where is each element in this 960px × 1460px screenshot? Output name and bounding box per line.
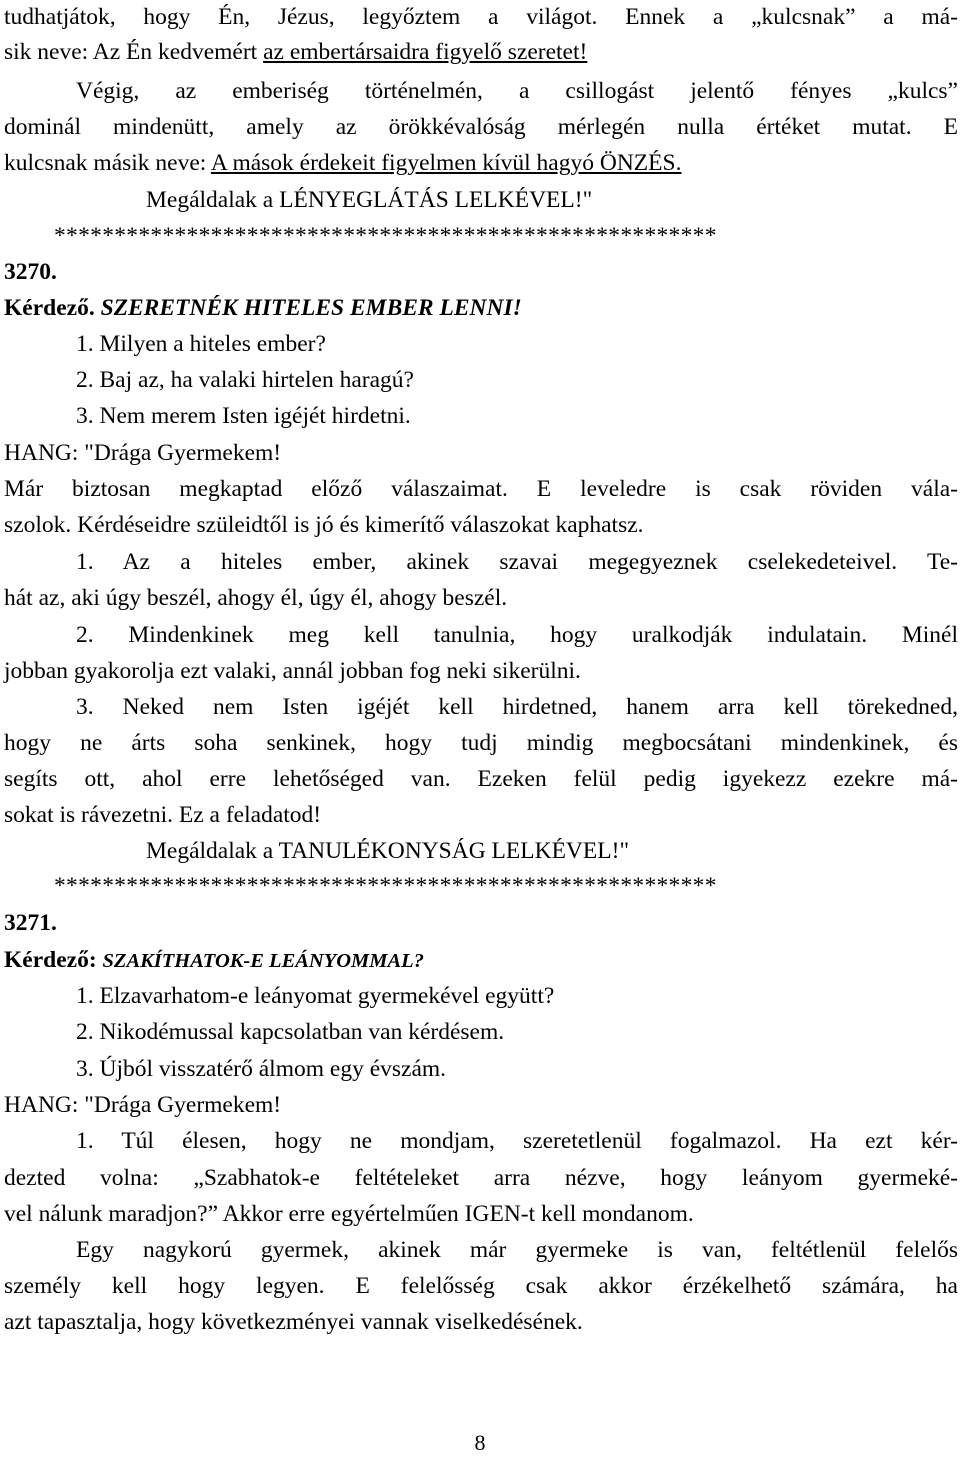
- text-line: Egy nagykorú gyermek, akinek már gyermeke is van, feltétlenül felelős: [76, 1237, 958, 1263]
- answer-heading: HANG: "Drága Gyermekem!: [4, 1092, 282, 1118]
- page-number: 8: [474, 1430, 486, 1455]
- separator-stars: *******************************************************: [54, 873, 717, 899]
- text-line: vel nálunk maradjon?” Akkor erre egyértelműen IGEN-t kell mondanom.: [4, 1201, 694, 1227]
- text-line: azt tapasztalja, hogy következményei vannak viselkedésének.: [4, 1309, 583, 1335]
- text-line: dominál mindenütt, amely az örökkévalóság mérlegén nulla értéket mutat. E: [4, 114, 958, 140]
- text-line: dezted volna: „Szabhatok-e feltételeket arra nézve, hogy leányom gyermeké-: [4, 1165, 958, 1191]
- list-item: 3. Újból visszatérő álmom egy évszám.: [76, 1056, 447, 1082]
- text-line: Végig, az emberiség történelmén, a csillogást jelentő fényes „kulcs”: [76, 78, 958, 104]
- underlined-text: az embertársaidra figyelő szeretet!: [263, 39, 588, 65]
- text-segment: sik neve: Az Én kedvemért: [4, 39, 264, 65]
- text-line: sokat is rávezetni. Ez a feladatod!: [4, 802, 322, 828]
- text-line: Már biztosan megkaptad előző válaszaimat. E leveledre is csak röviden vála-: [4, 476, 958, 502]
- answer-heading: HANG: "Drága Gyermekem!: [4, 440, 282, 466]
- question-title: SZERETNÉK HITELES EMBER LENNI!: [100, 295, 522, 321]
- text-segment: kulcsnak másik neve:: [4, 150, 211, 176]
- text-line: jobban gyakorolja ezt valaki, annál jobban fog neki sikerülni.: [4, 658, 581, 684]
- question-number: 3270.: [4, 259, 57, 285]
- text-line: személy kell hogy legyen. E felelősség csak akkor érzékelhető számára, ha: [4, 1273, 958, 1299]
- text-line: 3. Neked nem Isten igéjét kell hirdetned, hanem arra kell törekedned,: [76, 694, 958, 720]
- text-line: [4, 35, 587, 70]
- text-line: 1. Az a hiteles ember, akinek szavai megegyeznek cselekedeteivel. Te-: [76, 549, 958, 575]
- list-item: 1. Milyen a hiteles ember?: [76, 331, 326, 357]
- blessing-line: Megáldalak a TANULÉKONYSÁG LELKÉVEL!": [146, 838, 630, 864]
- text-line: 1. Túl élesen, hogy ne mondjam, szeretetlenül fogalmazol. Ha ezt kér-: [76, 1128, 958, 1154]
- question-title: SZAKÍTHATOK-E LEÁNYOMMAL?: [102, 950, 424, 972]
- text-line: hát az, aki úgy beszél, ahogy él, úgy él, ahogy beszél.: [4, 585, 508, 611]
- questioner-label: Kérdező:: [4, 947, 103, 973]
- questioner-label: Kérdező.: [4, 295, 101, 321]
- question-title-line: [4, 943, 424, 979]
- list-item: 2. Baj az, ha valaki hirtelen haragú?: [76, 367, 414, 393]
- underlined-text: A mások érdekeit figyelmen kívül hagyó ÖNZÉS.: [210, 150, 682, 176]
- text-line: szolok. Kérdéseidre szüleidtől is jó és kimerítő válaszokat kaphatsz.: [4, 512, 644, 538]
- list-item: 2. Nikodémussal kapcsolatban van kérdésem.: [76, 1019, 505, 1045]
- question-title-line: [4, 291, 522, 326]
- list-item: 3. Nem merem Isten igéjét hirdetni.: [76, 403, 411, 429]
- text-line: [4, 146, 681, 181]
- list-item: 1. Elzavarhatom-e leányomat gyermekével együtt?: [76, 983, 555, 1009]
- separator-stars: *******************************************************: [54, 223, 717, 249]
- text-line: hogy ne árts soha senkinek, hogy tudj mindig megbocsátani mindenkinek, és: [4, 730, 958, 756]
- blessing-line: Megáldalak a LÉNYEGLÁTÁS LELKÉVEL!": [146, 187, 593, 213]
- text-line: segíts ott, ahol erre lehetőséged van. Ezeken felül pedig igyekezz ezekre má-: [4, 766, 958, 792]
- text-line: 2. Mindenkinek meg kell tanulnia, hogy uralkodják indulatain. Minél: [76, 622, 958, 648]
- text-line: tudhatjátok, hogy Én, Jézus, legyőztem a világot. Ennek a „kulcsnak” a má-: [4, 4, 958, 30]
- question-number: 3271.: [4, 910, 57, 936]
